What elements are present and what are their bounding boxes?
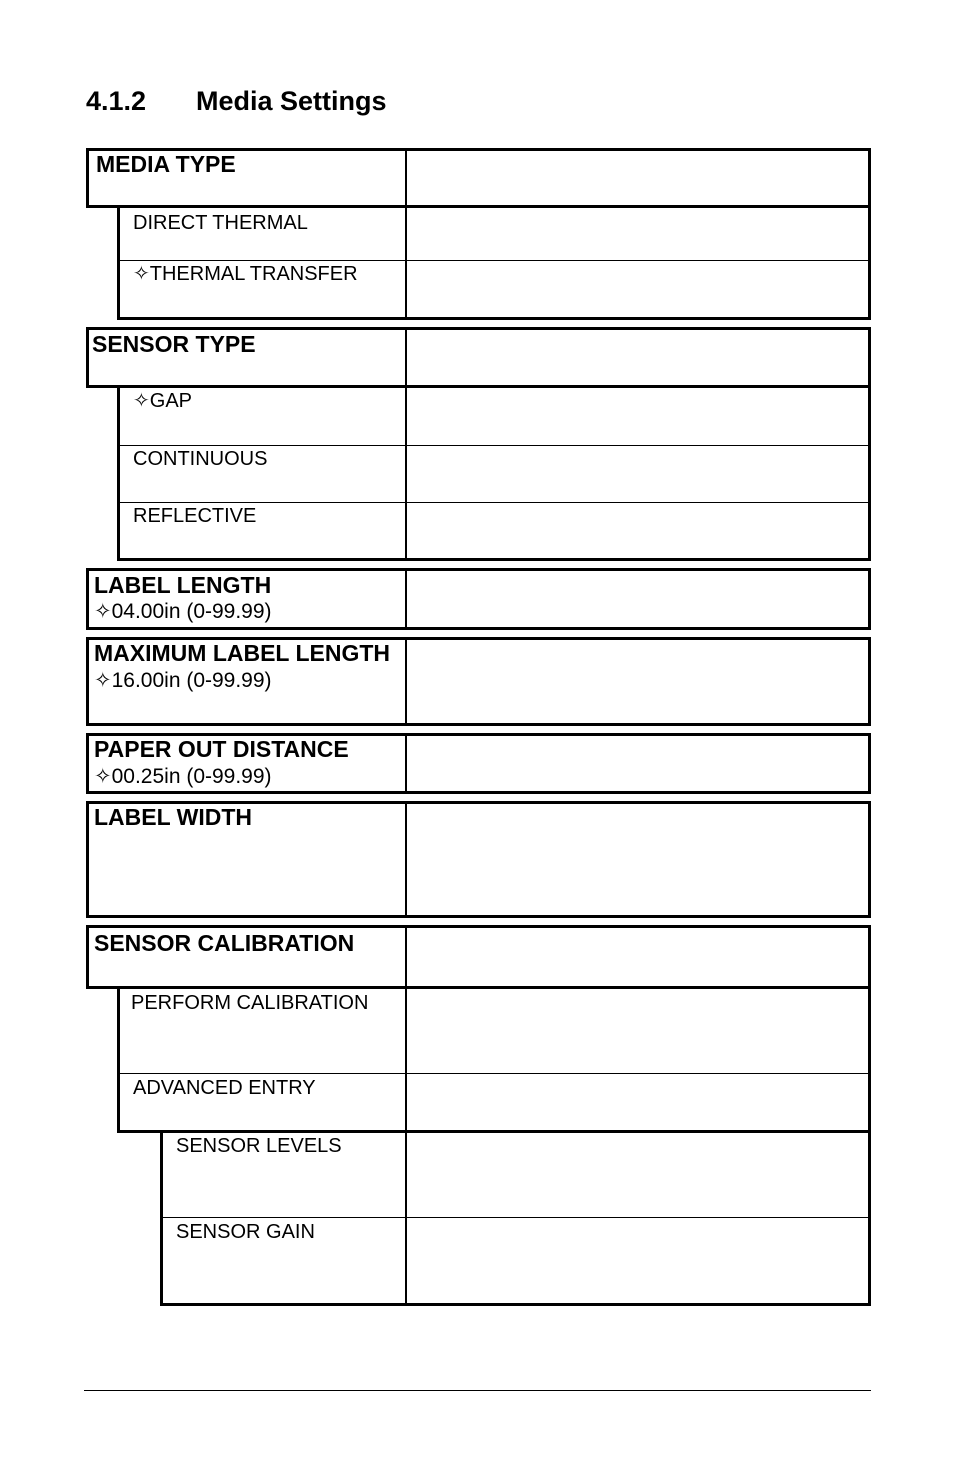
advanced-option-sensor-levels: SENSOR LEVELS	[176, 1135, 342, 1157]
paper-out-distance-title: PAPER OUT DISTANCE	[94, 736, 349, 762]
sensor-calibration-option-advanced: ADVANCED ENTRY	[133, 1077, 316, 1099]
advanced-option-sensor-gain: SENSOR GAIN	[176, 1221, 315, 1243]
divider	[405, 801, 407, 918]
divider	[405, 637, 407, 726]
section-heading	[86, 86, 387, 117]
section-number: 4.1.2	[86, 86, 147, 116]
divider	[405, 733, 407, 794]
section-title: Media Settings	[196, 86, 387, 116]
sensor-calibration-option-perform: PERFORM CALIBRATION	[131, 992, 369, 1014]
row-divider	[120, 1073, 868, 1074]
sensor-type-options	[117, 385, 871, 561]
sensor-type-option-reflective: REFLECTIVE	[133, 505, 257, 527]
paper-out-distance-value: ✧00.25in (0-99.99)	[94, 765, 272, 788]
row-divider	[120, 260, 868, 261]
label-length-title: LABEL LENGTH	[94, 572, 272, 598]
max-label-length-value: ✧16.00in (0-99.99)	[94, 669, 272, 692]
sensor-type-option-continuous: CONTINUOUS	[133, 448, 268, 470]
row-divider	[163, 1217, 868, 1218]
divider	[405, 568, 407, 630]
media-type-title: MEDIA TYPE	[96, 151, 236, 177]
footer-rule	[84, 1390, 871, 1391]
row-divider	[120, 445, 868, 446]
row-divider	[120, 502, 868, 503]
label-length-value: ✧04.00in (0-99.99)	[94, 600, 272, 623]
media-type-option-direct-thermal: DIRECT THERMAL	[133, 212, 308, 234]
sensor-calibration-title: SENSOR CALIBRATION	[94, 930, 355, 956]
sensor-type-option-gap: ✧GAP	[133, 390, 192, 412]
label-width-title: LABEL WIDTH	[94, 804, 253, 830]
media-type-option-thermal-transfer: ✧THERMAL TRANSFER	[133, 263, 358, 285]
max-label-length-title: MAXIMUM LABEL LENGTH	[94, 640, 391, 666]
sensor-type-title: SENSOR TYPE	[92, 331, 256, 357]
